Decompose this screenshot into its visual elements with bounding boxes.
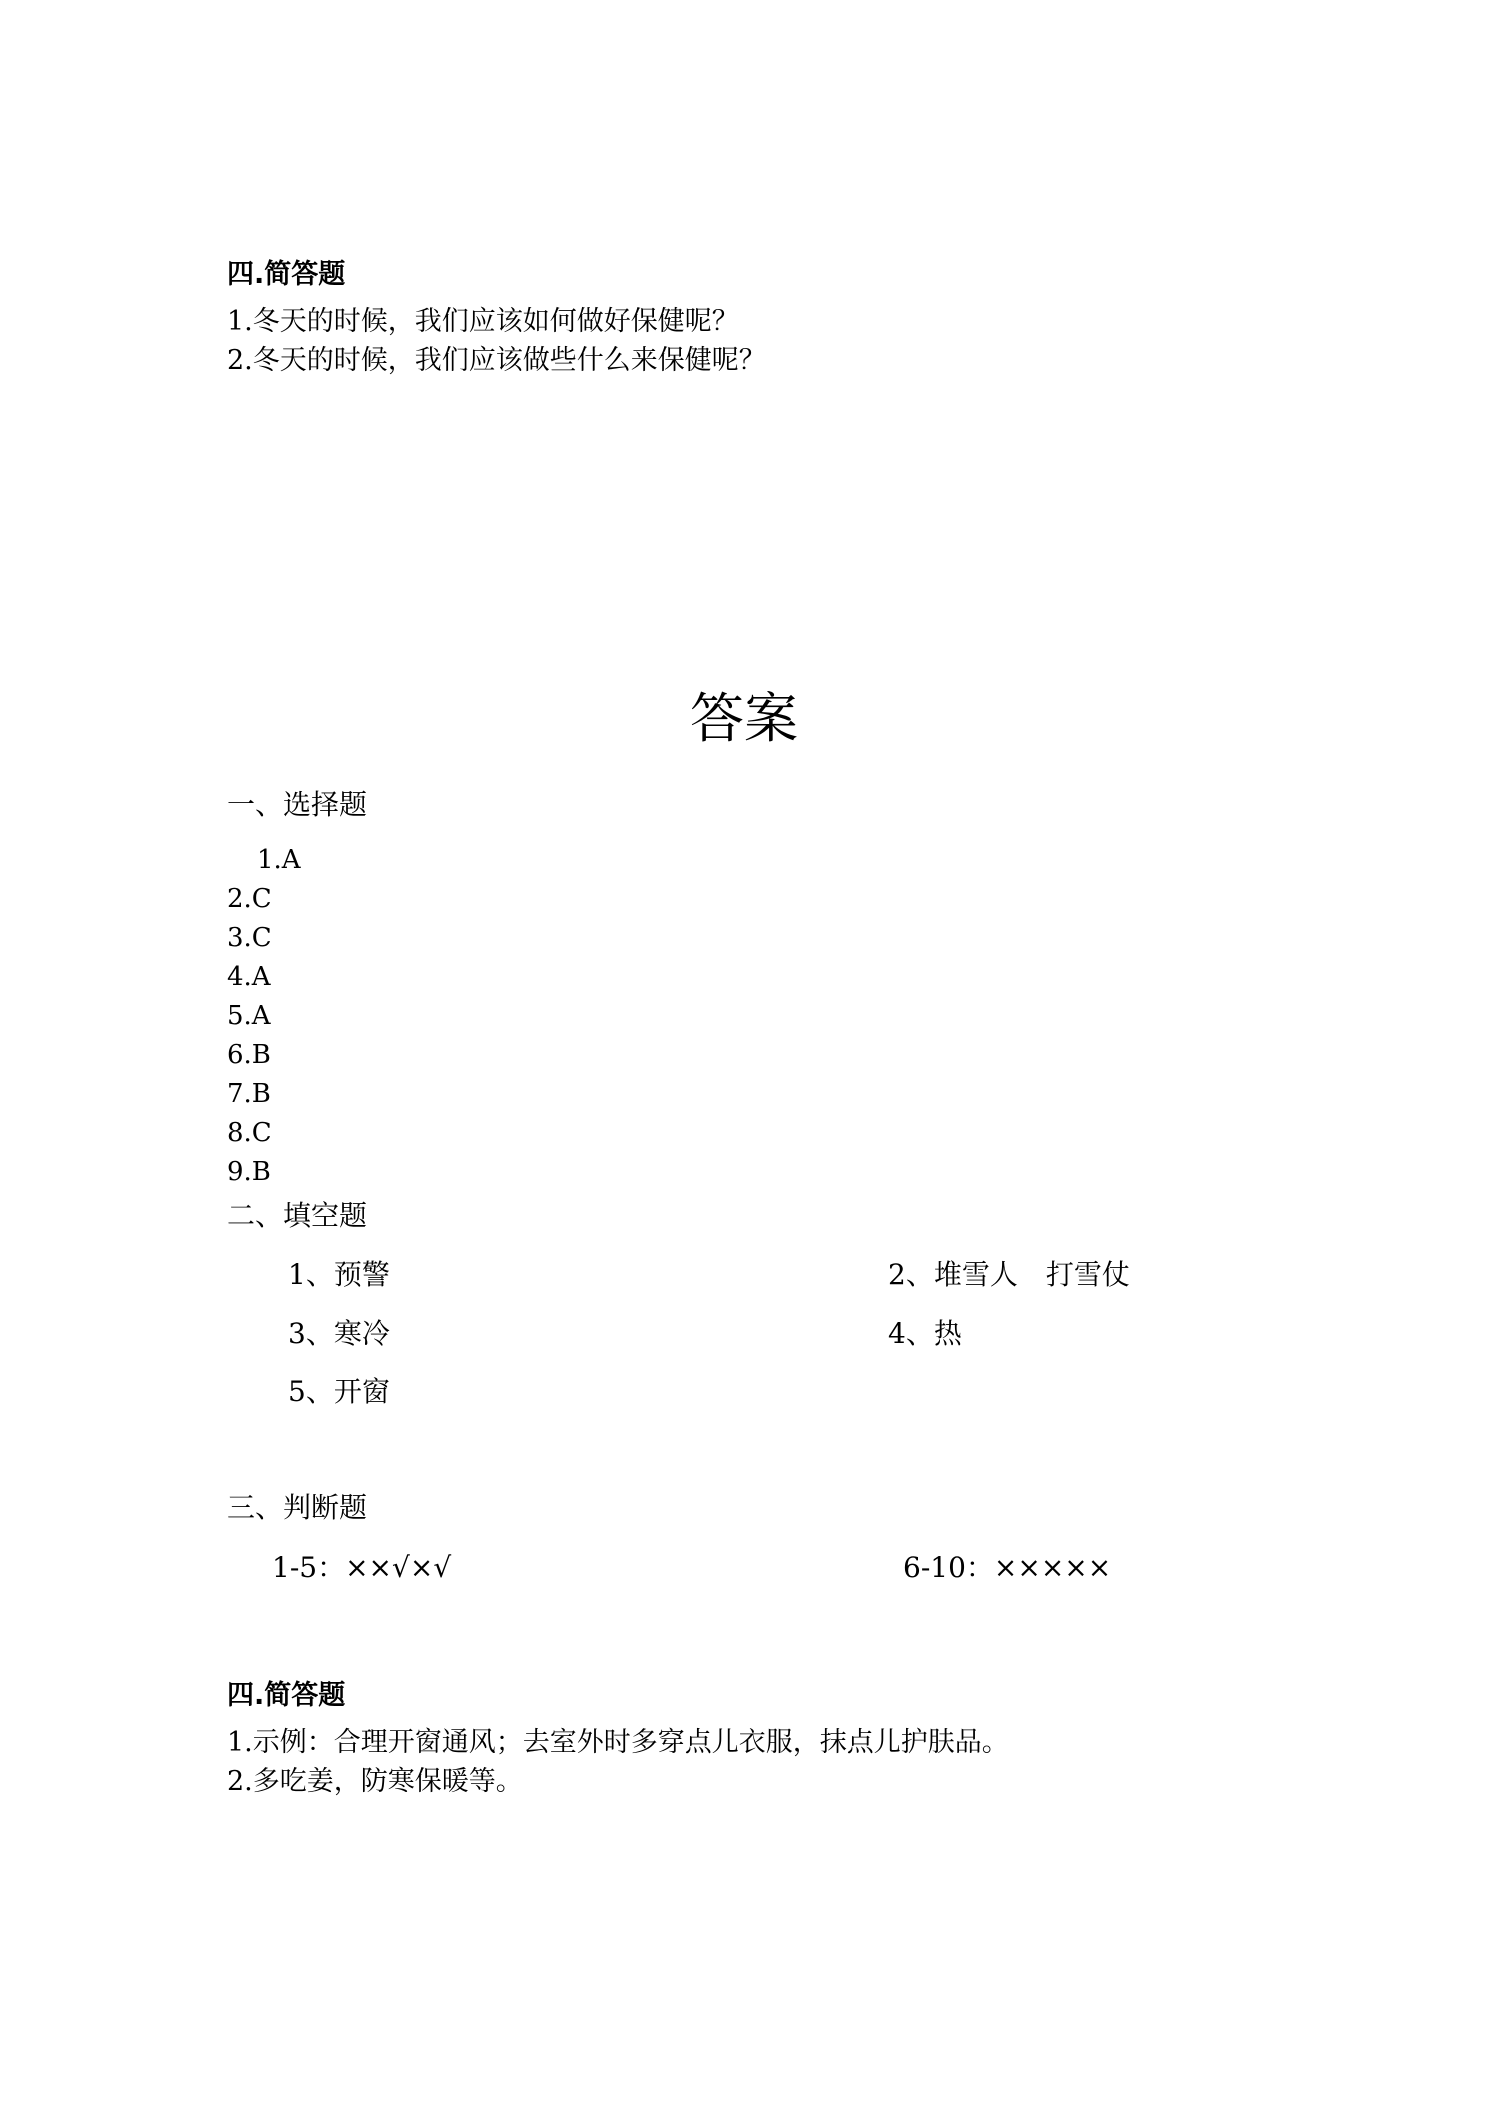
fill-answer: 1、预警: [288, 1258, 390, 1291]
tf-answer: 1-5：××√×√: [272, 1551, 452, 1584]
mc-answer: 4.A: [227, 962, 271, 992]
mc-answer: 5.A: [227, 1001, 271, 1031]
answer-title: 答案: [690, 687, 798, 750]
mc-answer: 7.B: [227, 1079, 271, 1109]
question-item: 1.冬天的时候，我们应该如何做好保健呢？: [227, 306, 739, 337]
multiple-choice-title: 一、选择题: [227, 788, 368, 821]
mc-answer: 8.C: [227, 1118, 272, 1148]
fill-answer: 4、热: [888, 1317, 962, 1350]
fill-answer: 2、堆雪人 打雪仗: [888, 1258, 1130, 1291]
fill-blank-title: 二、填空题: [227, 1199, 368, 1232]
question-section-title: 四.简答题: [227, 259, 346, 290]
short-answer-item: 1.示例：合理开窗通风；去室外时多穿点儿衣服，抹点儿护肤品。: [227, 1727, 1009, 1758]
short-answer-item: 2.多吃姜，防寒保暖等。: [227, 1766, 523, 1797]
mc-answer: 6.B: [227, 1040, 271, 1070]
mc-answer: 1.A: [257, 845, 301, 875]
question-item: 2.冬天的时候，我们应该做些什么来保健呢？: [227, 345, 766, 376]
fill-answer: 5、开窗: [288, 1375, 390, 1408]
mc-answer: 2.C: [227, 884, 272, 914]
true-false-title: 三、判断题: [227, 1491, 368, 1524]
short-answer-title: 四.简答题: [227, 1680, 346, 1711]
mc-answer: 9.B: [227, 1157, 271, 1187]
tf-answer: 6-10：×××××: [903, 1551, 1112, 1584]
fill-answer: 3、寒冷: [288, 1317, 390, 1350]
mc-answer: 3.C: [227, 923, 272, 953]
